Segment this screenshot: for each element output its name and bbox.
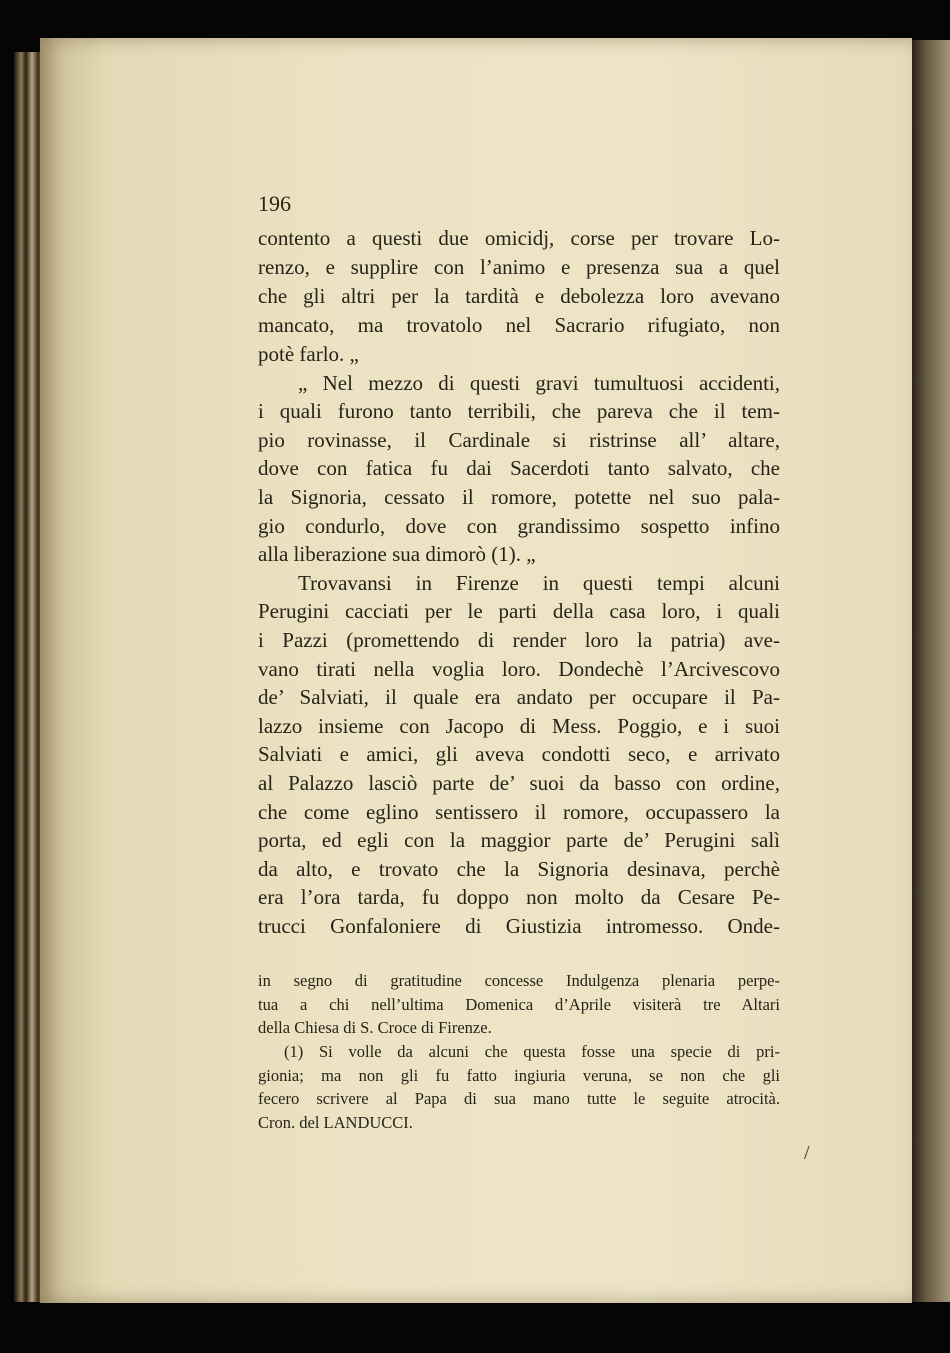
body-line: renzo, e supplire con l’animo e presenza sua a quel: [258, 255, 780, 279]
body-line: de’ Salviati, il quale era andato per occupare il Pa-: [258, 685, 780, 709]
footnote-line: fecero scrivere al Papa di sua mano tutte le seguite atrocità.: [258, 1089, 780, 1108]
body-line: vano tirati nella voglia loro. Dondechè l’Arcivescovo: [258, 657, 780, 681]
body-line: „ Nel mezzo di questi gravi tumultuosi accidenti,: [298, 371, 780, 395]
body-line: Salviati e amici, gli aveva condotti seco, e arrivato: [258, 742, 780, 766]
body-line: Perugini cacciati per le parti della casa loro, i quali: [258, 599, 780, 623]
body-line: gio condurlo, dove con grandissimo sospetto infino: [258, 514, 780, 538]
body-line: trucci Gonfaloniere di Giustizia intromesso. Onde-: [258, 914, 780, 938]
body-line: mancato, ma trovatolo nel Sacrario rifugiato, non: [258, 313, 780, 337]
footnote-line: (1) Si volle da alcuni che questa fosse una specie di pri-: [284, 1042, 780, 1061]
body-line: lazzo insieme con Jacopo di Mess. Poggio, e i suoi: [258, 714, 780, 738]
footnote-line: gionia; ma non gli fu fatto ingiuria veruna, se non che gli: [258, 1066, 780, 1085]
footnote-line: Cron. del LANDUCCI.: [258, 1113, 413, 1132]
body-line: la Signoria, cessato il romore, potette nel suo pala-: [258, 485, 780, 509]
body-line: dove con fatica fu dai Sacerdoti tanto salvato, che: [258, 456, 780, 480]
body-line: alla liberazione sua dimorò (1). „: [258, 542, 536, 566]
body-line: da alto, e trovato che la Signoria desinava, perchè: [258, 857, 780, 881]
body-line: i quali furono tanto terribili, che pareva che il tem-: [258, 399, 780, 423]
body-line: pio rovinasse, il Cardinale si ristrinse all’ altare,: [258, 428, 780, 452]
footnote-line: della Chiesa di S. Croce di Firenze.: [258, 1018, 492, 1037]
pencil-mark: /: [804, 1142, 810, 1164]
footnote-line: in segno di gratitudine concesse Indulgenza plenaria perpe-: [258, 971, 780, 990]
body-line: al Palazzo lasciò parte de’ suoi da basso con ordine,: [258, 771, 780, 795]
body-line: contento a questi due omicidj, corse per trovare Lo-: [258, 226, 780, 250]
footnote-line: tua a chi nell’ultima Domenica d’Aprile visiterà tre Altari: [258, 995, 780, 1014]
body-line: i Pazzi (promettendo di render loro la patria) ave-: [258, 628, 780, 652]
page-number: 196: [258, 191, 291, 216]
body-line: potè farlo. „: [258, 342, 359, 366]
body-line: che come eglino sentissero il romore, occupassero la: [258, 800, 780, 824]
body-line: Trovavansi in Firenze in questi tempi alcuni: [298, 571, 780, 595]
body-line: che gli altri per la tardità e debolezza loro avevano: [258, 284, 780, 308]
body-line: era l’ora tarda, fu doppo non molto da Cesare Pe-: [258, 885, 780, 909]
body-line: porta, ed egli con la maggior parte de’ Perugini salì: [258, 828, 780, 852]
facing-page-edge: [912, 40, 950, 1302]
